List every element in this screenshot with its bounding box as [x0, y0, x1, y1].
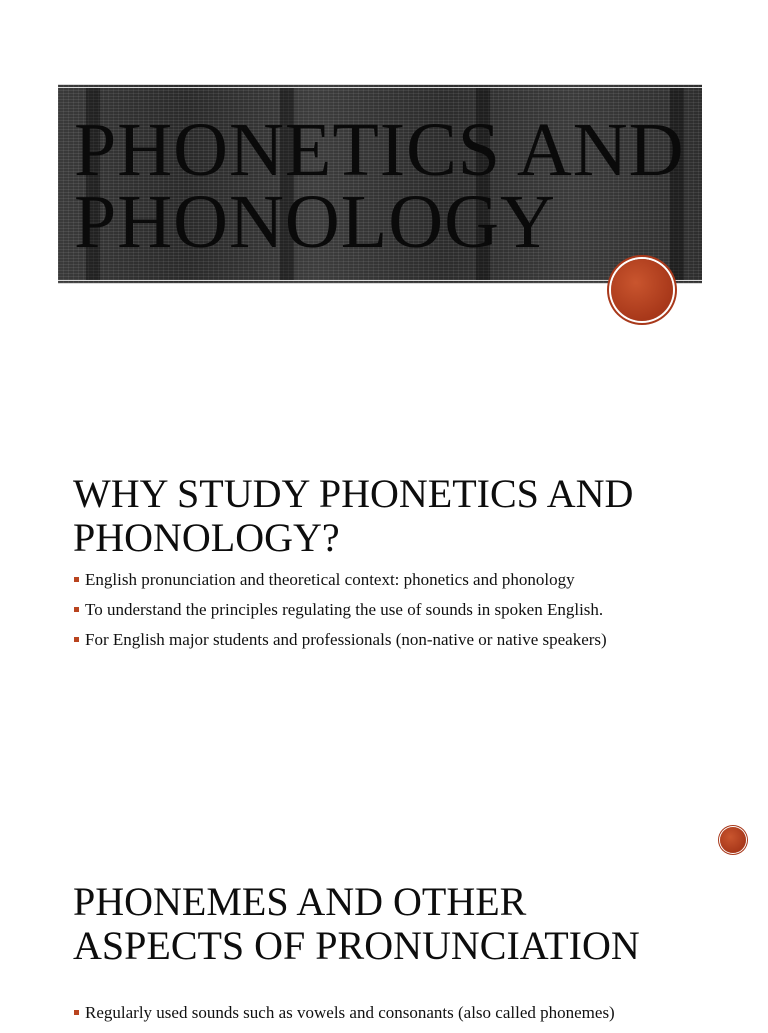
bullet-marker-icon [74, 607, 79, 612]
title-line-2: PHONOLOGY [74, 180, 556, 264]
decorative-circle [611, 259, 673, 321]
bullet-text: To understand the principles regulating the use of sounds in spoken English. [85, 600, 604, 619]
bullet-item [74, 600, 734, 620]
bullet-list [74, 1003, 734, 1033]
heading-line-1: PHONEMES AND OTHER [73, 879, 527, 924]
bullet-marker-icon [74, 577, 79, 582]
title-slide [0, 0, 768, 340]
title-band [58, 84, 702, 284]
bullet-item [74, 570, 734, 590]
heading-line-1: WHY STUDY PHONETICS AND [73, 471, 634, 516]
bullet-item [74, 630, 734, 650]
decorative-circle [720, 827, 746, 853]
heading-line-2: ASPECTS OF PRONUNCIATION [73, 923, 640, 968]
bullet-text: Regularly used sounds such as vowels and consonants (also called phonemes) [85, 1003, 615, 1022]
heading-line-2: PHONOLOGY? [73, 515, 340, 560]
bullet-list [74, 570, 734, 660]
bullet-item [74, 1003, 734, 1023]
bullet-text: For English major students and professionals (non-native or native speakers) [85, 630, 607, 649]
slide-heading [73, 880, 713, 968]
slide-heading [73, 472, 713, 560]
title-line-1: PHONETICS AND [74, 108, 685, 192]
bullet-marker-icon [74, 1010, 79, 1015]
bullet-text: English pronunciation and theoretical context: phonetics and phonology [85, 570, 575, 589]
bullet-marker-icon [74, 637, 79, 642]
slide-title [74, 108, 702, 264]
